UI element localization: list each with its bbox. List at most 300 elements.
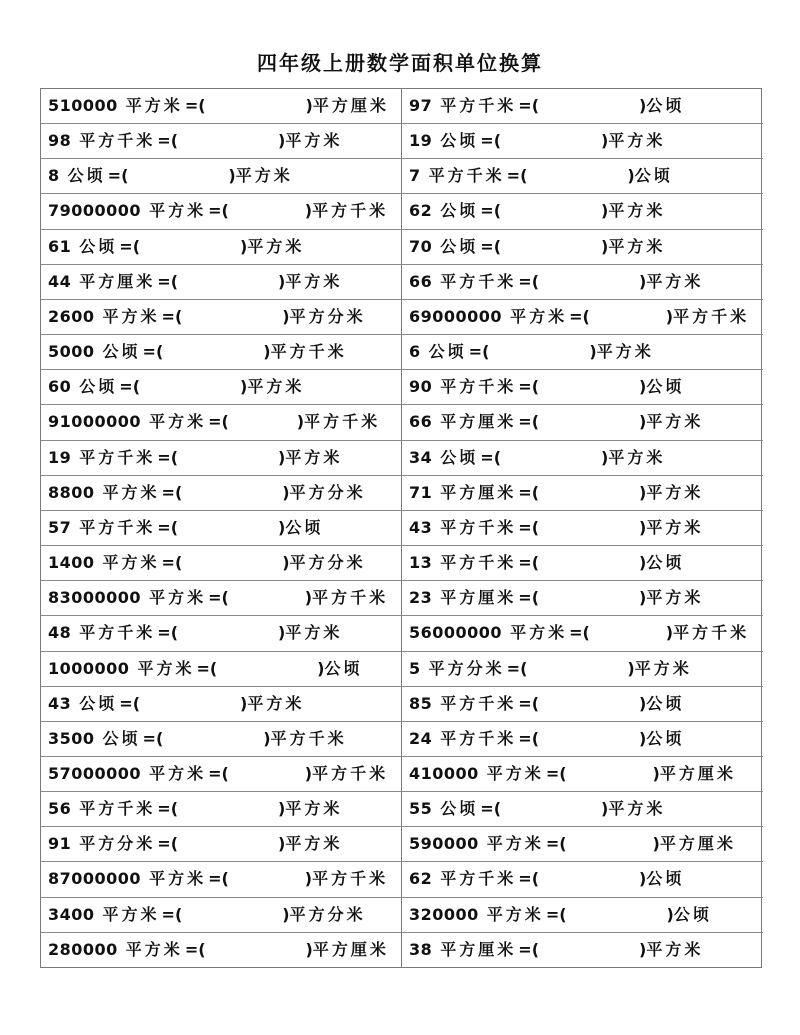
conversion-problem [41, 300, 402, 335]
open-paren: ( [531, 517, 539, 537]
answer-blank[interactable] [501, 230, 601, 264]
problem-text [409, 862, 684, 896]
equals-sign: = [119, 693, 133, 713]
given-value: 56 [48, 799, 72, 819]
given-value: 19 [48, 447, 72, 467]
given-value: 1400 [48, 553, 95, 573]
source-unit: 平方厘米 [79, 271, 156, 291]
conversion-problem [41, 687, 402, 722]
conversion-table [40, 88, 762, 968]
target-unit: 平方千米 [312, 869, 389, 889]
target-unit: 平方米 [646, 588, 704, 608]
open-paren: ( [155, 342, 164, 362]
given-value: 91000000 [48, 412, 142, 432]
source-unit: 公顷 [440, 799, 479, 819]
source-unit: 平方米 [149, 588, 207, 608]
source-unit: 平方米 [125, 96, 183, 115]
target-unit: 平方米 [608, 236, 666, 256]
close-paren: ) [639, 377, 647, 397]
equals-sign: = [184, 96, 199, 115]
answer-blank[interactable] [163, 335, 263, 369]
source-unit: 公顷 [428, 342, 467, 362]
target-unit: 平方米 [646, 271, 704, 291]
answer-blank[interactable] [229, 757, 305, 791]
target-unit: 平方米 [646, 482, 704, 502]
problem-text [48, 124, 342, 158]
equals-sign: = [518, 939, 532, 959]
answer-blank[interactable] [539, 933, 639, 967]
equals-sign: = [208, 201, 222, 221]
target-unit: 公顷 [634, 166, 673, 186]
given-value: 24 [409, 728, 433, 748]
target-unit: 平方米 [608, 799, 666, 819]
target-unit: 平方分米 [289, 306, 366, 326]
source-unit: 公顷 [79, 693, 118, 713]
given-value: 43 [48, 693, 72, 713]
target-unit: 平方千米 [312, 588, 389, 608]
target-unit: 公顷 [646, 377, 685, 397]
close-paren: ) [296, 412, 305, 432]
answer-blank[interactable] [501, 124, 601, 158]
target-unit: 公顷 [285, 517, 324, 537]
conversion-problem [402, 405, 763, 440]
given-value: 98 [48, 131, 72, 151]
conversion-problem [402, 546, 763, 581]
source-unit: 公顷 [102, 342, 141, 362]
conversion-problem [41, 265, 402, 300]
answer-blank[interactable] [140, 370, 240, 404]
conversion-problem [402, 441, 763, 476]
answer-blank[interactable] [163, 722, 263, 756]
open-paren: ( [174, 553, 183, 573]
worksheet-title: 四年级上册数学面积单位换算 [257, 51, 543, 75]
answer-blank[interactable] [539, 476, 639, 510]
conversion-problem [41, 441, 402, 476]
answer-blank[interactable] [182, 476, 282, 510]
open-paren: ( [559, 904, 567, 924]
conversion-problem [41, 581, 402, 616]
source-unit: 平方千米 [440, 377, 517, 397]
given-value: 3500 [48, 728, 95, 748]
answer-blank[interactable] [539, 687, 639, 721]
equals-sign: = [518, 482, 532, 502]
conversion-problem [402, 898, 763, 933]
answer-blank[interactable] [206, 933, 306, 967]
close-paren: ) [278, 799, 286, 819]
close-paren: ) [639, 939, 647, 959]
answer-blank[interactable] [567, 827, 653, 861]
open-paren: ( [531, 271, 539, 291]
problem-text [48, 230, 304, 264]
answer-blank[interactable] [182, 898, 282, 932]
source-unit: 平方米 [102, 553, 160, 573]
close-paren: ) [639, 869, 647, 889]
close-paren: ) [240, 377, 248, 397]
problem-text [409, 370, 684, 404]
open-paren: ( [155, 728, 164, 748]
target-unit: 平方米 [235, 166, 293, 186]
answer-blank[interactable] [590, 616, 666, 650]
answer-blank[interactable] [178, 265, 278, 299]
conversion-problem [41, 159, 402, 194]
open-paren: ( [559, 834, 567, 854]
answer-blank[interactable] [178, 616, 278, 650]
conversion-problem [41, 933, 402, 968]
equals-sign: = [157, 834, 171, 854]
close-paren: ) [263, 342, 271, 362]
equals-sign: = [518, 553, 532, 573]
answer-blank[interactable] [567, 898, 667, 932]
target-unit: 平方米 [285, 834, 343, 854]
given-value: 69000000 [409, 306, 503, 326]
close-paren: ) [639, 588, 647, 608]
conversion-problem [402, 933, 763, 968]
close-paren: ) [639, 693, 647, 713]
answer-blank[interactable] [140, 687, 240, 721]
target-unit: 公顷 [646, 693, 685, 713]
equals-sign: = [518, 96, 532, 115]
equals-sign: = [518, 377, 532, 397]
source-unit: 平方千米 [79, 517, 156, 537]
equals-sign: = [119, 236, 133, 256]
answer-blank[interactable] [501, 792, 601, 826]
target-unit: 平方米 [596, 342, 654, 362]
conversion-problem [402, 230, 763, 265]
target-unit: 平方分米 [289, 904, 366, 924]
source-unit: 平方米 [486, 834, 544, 854]
open-paren: ( [493, 447, 501, 467]
close-paren: ) [639, 553, 647, 573]
conversion-problem [402, 370, 763, 405]
conversion-problem [41, 862, 402, 897]
given-value: 5 [409, 658, 421, 678]
target-unit: 平方米 [285, 799, 343, 819]
given-value: 8800 [48, 482, 95, 502]
open-paren: ( [170, 271, 178, 291]
target-unit: 平方千米 [312, 763, 389, 783]
equals-sign: = [142, 728, 156, 748]
equals-sign: = [480, 799, 494, 819]
given-value: 48 [48, 623, 72, 643]
conversion-problem [402, 124, 763, 159]
answer-blank[interactable] [539, 862, 639, 896]
given-value: 3400 [48, 904, 95, 924]
given-value: 510000 [48, 96, 118, 115]
close-paren: ) [601, 799, 609, 819]
answer-blank[interactable] [229, 194, 305, 228]
problem-text [409, 194, 665, 228]
given-value: 83000000 [48, 588, 142, 608]
conversion-problem [402, 652, 763, 687]
answer-blank[interactable] [489, 335, 589, 369]
close-paren: ) [240, 693, 248, 713]
conversion-problem [41, 194, 402, 229]
open-paren: ( [221, 763, 229, 783]
conversion-problem [402, 687, 763, 722]
target-unit: 平方分米 [289, 482, 366, 502]
problem-text [409, 933, 703, 967]
conversion-problem [41, 616, 402, 651]
problem-text [48, 757, 388, 791]
open-paren: ( [221, 869, 229, 889]
close-paren: ) [652, 834, 660, 854]
answer-blank[interactable] [178, 827, 278, 861]
open-paren: ( [582, 306, 590, 326]
target-unit: 平方千米 [312, 201, 389, 221]
given-value: 90 [409, 377, 433, 397]
close-paren: ) [263, 728, 271, 748]
target-unit: 平方厘米 [659, 763, 736, 783]
equals-sign: = [157, 517, 171, 537]
target-unit: 平方米 [608, 447, 666, 467]
equals-sign: = [518, 728, 532, 748]
source-unit: 平方千米 [440, 96, 517, 115]
given-value: 97 [409, 96, 433, 115]
target-unit: 平方厘米 [312, 96, 389, 115]
source-unit: 平方千米 [440, 553, 517, 573]
problem-text [409, 441, 665, 475]
answer-blank[interactable] [229, 581, 305, 615]
close-paren: ) [666, 904, 674, 924]
open-paren: ( [531, 869, 539, 889]
open-paren: ( [221, 588, 229, 608]
source-unit: 平方千米 [440, 517, 517, 537]
equals-sign: = [208, 412, 222, 432]
target-unit: 公顷 [673, 904, 712, 924]
source-unit: 平方米 [149, 763, 207, 783]
conversion-problem [41, 124, 402, 159]
given-value: 66 [409, 412, 433, 432]
open-paren: ( [221, 201, 229, 221]
answer-blank[interactable] [217, 652, 317, 686]
answer-blank[interactable] [539, 546, 639, 580]
target-unit: 平方米 [608, 201, 666, 221]
problem-text [409, 405, 703, 439]
equals-sign: = [208, 588, 222, 608]
answer-blank[interactable] [206, 89, 306, 123]
answer-blank[interactable] [128, 159, 228, 193]
open-paren: ( [531, 728, 539, 748]
equals-sign: = [569, 623, 583, 643]
equals-sign: = [518, 693, 532, 713]
source-unit: 平方千米 [440, 869, 517, 889]
source-unit: 公顷 [440, 131, 479, 151]
open-paren: ( [531, 553, 539, 573]
problem-text [48, 335, 347, 369]
equals-sign: = [506, 166, 521, 186]
target-unit: 平方米 [285, 271, 343, 291]
given-value: 57000000 [48, 763, 142, 783]
open-paren: ( [121, 166, 129, 186]
target-unit: 平方米 [247, 377, 305, 397]
open-paren: ( [174, 904, 183, 924]
answer-blank[interactable] [539, 370, 639, 404]
close-paren: ) [282, 904, 290, 924]
given-value: 23 [409, 588, 433, 608]
target-unit: 公顷 [324, 658, 363, 678]
problem-text [409, 581, 703, 615]
equals-sign: = [480, 447, 494, 467]
answer-blank[interactable] [539, 722, 639, 756]
answer-blank[interactable] [539, 265, 639, 299]
source-unit: 平方分米 [79, 834, 156, 854]
close-paren: ) [601, 201, 609, 221]
given-value: 280000 [48, 939, 118, 959]
close-paren: ) [305, 96, 313, 115]
answer-blank[interactable] [590, 300, 666, 334]
source-unit: 平方米 [510, 306, 568, 326]
given-value: 66 [409, 271, 433, 291]
close-paren: ) [278, 623, 286, 643]
source-unit: 平方米 [137, 658, 195, 678]
answer-blank[interactable] [140, 230, 240, 264]
equals-sign: = [142, 342, 156, 362]
answer-blank[interactable] [539, 89, 639, 123]
close-paren: ) [639, 517, 647, 537]
conversion-problem [41, 827, 402, 862]
problem-text [409, 159, 673, 193]
answer-blank[interactable] [178, 511, 278, 545]
problem-text [48, 159, 293, 193]
equals-sign: = [518, 412, 532, 432]
answer-blank[interactable] [178, 792, 278, 826]
problem-text [48, 898, 366, 932]
open-paren: ( [170, 623, 178, 643]
equals-sign: = [518, 588, 532, 608]
answer-blank[interactable] [178, 441, 278, 475]
conversion-problem [402, 194, 763, 229]
target-unit: 平方米 [646, 939, 704, 959]
problem-text [48, 862, 388, 896]
open-paren: ( [531, 588, 539, 608]
conversion-problem [41, 898, 402, 933]
equals-sign: = [468, 342, 483, 362]
equals-sign: = [161, 306, 175, 326]
answer-blank[interactable] [539, 405, 639, 439]
given-value: 71 [409, 482, 433, 502]
open-paren: ( [520, 658, 528, 678]
equals-sign: = [161, 482, 175, 502]
open-paren: ( [132, 693, 140, 713]
source-unit: 平方米 [149, 201, 207, 221]
answer-blank[interactable] [539, 511, 639, 545]
conversion-problem [402, 265, 763, 300]
equals-sign: = [119, 377, 133, 397]
target-unit: 公顷 [646, 869, 685, 889]
close-paren: ) [278, 517, 286, 537]
close-paren: ) [639, 271, 647, 291]
equals-sign: = [157, 271, 171, 291]
given-value: 62 [409, 869, 433, 889]
equals-sign: = [157, 131, 171, 151]
equals-sign: = [545, 763, 560, 783]
given-value: 70 [409, 236, 433, 256]
source-unit: 平方千米 [79, 131, 156, 151]
answer-blank[interactable] [527, 159, 627, 193]
close-paren: ) [278, 271, 286, 291]
open-paren: ( [559, 763, 567, 783]
source-unit: 平方米 [125, 939, 183, 959]
conversion-problem [41, 89, 402, 124]
answer-blank[interactable] [229, 862, 305, 896]
given-value: 34 [409, 447, 433, 467]
problem-text [409, 616, 749, 650]
close-paren: ) [665, 306, 674, 326]
problem-text [48, 265, 342, 299]
conversion-problem [402, 862, 763, 897]
source-unit: 平方千米 [440, 271, 517, 291]
equals-sign: = [208, 869, 222, 889]
problem-text [409, 300, 749, 334]
close-paren: ) [278, 834, 286, 854]
open-paren: ( [582, 623, 590, 643]
answer-blank[interactable] [178, 124, 278, 158]
answer-blank[interactable] [527, 652, 627, 686]
target-unit: 平方千米 [304, 412, 381, 432]
answer-blank[interactable] [182, 300, 282, 334]
target-unit: 平方米 [646, 517, 704, 537]
given-value: 6 [409, 342, 421, 362]
target-unit: 平方米 [247, 236, 305, 256]
answer-blank[interactable] [229, 405, 297, 439]
source-unit: 公顷 [440, 201, 479, 221]
conversion-problem [402, 335, 763, 370]
target-unit: 公顷 [646, 728, 685, 748]
source-unit: 公顷 [102, 728, 141, 748]
source-unit: 公顷 [79, 377, 118, 397]
answer-blank[interactable] [182, 546, 282, 580]
target-unit: 平方米 [646, 412, 704, 432]
open-paren: ( [493, 131, 501, 151]
conversion-problem [41, 405, 402, 440]
target-unit: 平方米 [634, 658, 692, 678]
conversion-problem [41, 757, 402, 792]
conversion-problem [402, 476, 763, 511]
answer-blank[interactable] [501, 441, 601, 475]
equals-sign: = [208, 763, 222, 783]
target-unit: 公顷 [646, 553, 685, 573]
conversion-problem [41, 370, 402, 405]
problem-text [48, 370, 304, 404]
source-unit: 公顷 [79, 236, 118, 256]
open-paren: ( [531, 96, 539, 115]
source-unit: 平方米 [149, 869, 207, 889]
close-paren: ) [282, 553, 290, 573]
problem-text [409, 265, 703, 299]
conversion-problem [402, 581, 763, 616]
open-paren: ( [174, 306, 183, 326]
target-unit: 平方千米 [673, 306, 750, 326]
target-unit: 平方米 [608, 131, 666, 151]
problem-text [409, 722, 684, 756]
target-unit: 平方米 [247, 693, 305, 713]
source-unit: 平方厘米 [440, 412, 517, 432]
answer-blank[interactable] [567, 757, 653, 791]
source-unit: 平方米 [510, 623, 568, 643]
equals-sign: = [545, 904, 560, 924]
open-paren: ( [493, 799, 501, 819]
answer-blank[interactable] [501, 194, 601, 228]
open-paren: ( [198, 96, 206, 115]
answer-blank[interactable] [539, 581, 639, 615]
conversion-problem [402, 511, 763, 546]
source-unit: 平方千米 [440, 728, 517, 748]
given-value: 85 [409, 693, 433, 713]
source-unit: 平方千米 [440, 693, 517, 713]
given-value: 57 [48, 517, 72, 537]
source-unit: 平方米 [486, 904, 544, 924]
target-unit: 平方千米 [270, 728, 347, 748]
